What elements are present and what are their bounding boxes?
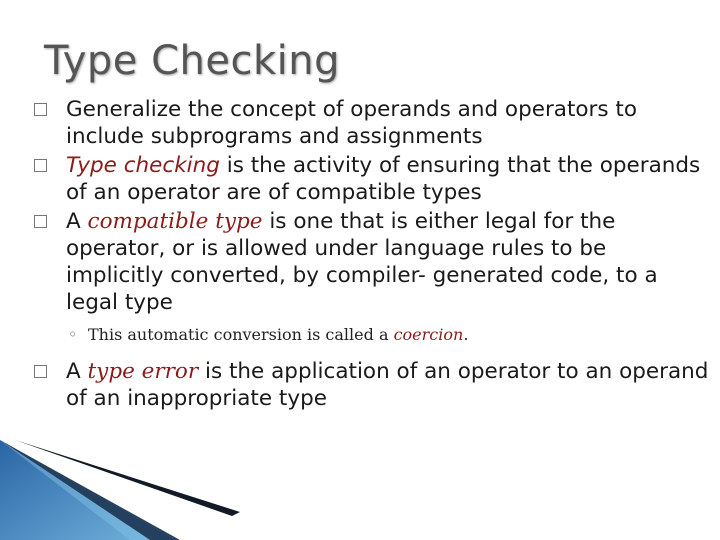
bullet-text: is one that is either legal for the operator, or is allowed under language rules to be implicitly converted, by compiler- generated code, to a legal type xyxy=(66,209,658,315)
slide-title: Type Checking xyxy=(44,38,340,84)
bullet-item xyxy=(30,152,710,206)
bullet-text: is the application of an operator to an operand of an inappropriate type xyxy=(66,359,709,411)
bullet-item xyxy=(30,358,710,412)
bullet-emphasis: compatible type xyxy=(87,209,263,234)
sub-bullet-text: This automatic conversion is called a xyxy=(88,325,394,344)
bullet-text: is the activity of ensuring that the operands of an operator are of compatible types xyxy=(66,153,701,205)
corner-decoration xyxy=(0,440,720,540)
sub-bullet-emphasis: coercion xyxy=(393,325,464,344)
bullet-lead: A xyxy=(66,209,88,234)
checkbox-bullet-icon xyxy=(34,159,47,172)
checkbox-bullet-icon xyxy=(34,103,47,116)
bullet-lead: A xyxy=(66,359,88,384)
checkbox-bullet-icon xyxy=(34,215,47,228)
sub-bullet-item xyxy=(30,324,710,346)
bullet-text: Generalize the concept of operands and operators to include subprograms and assignments xyxy=(66,97,638,149)
bullet-emphasis: Type checking xyxy=(66,153,220,178)
sub-bullet-icon: ◦ xyxy=(68,325,78,344)
checkbox-bullet-icon xyxy=(34,365,47,378)
bullet-list xyxy=(30,96,710,414)
bullet-item xyxy=(30,96,710,150)
sub-bullet-end: . xyxy=(463,325,469,344)
bullet-emphasis: type error xyxy=(87,359,199,384)
bullet-item xyxy=(30,208,710,316)
